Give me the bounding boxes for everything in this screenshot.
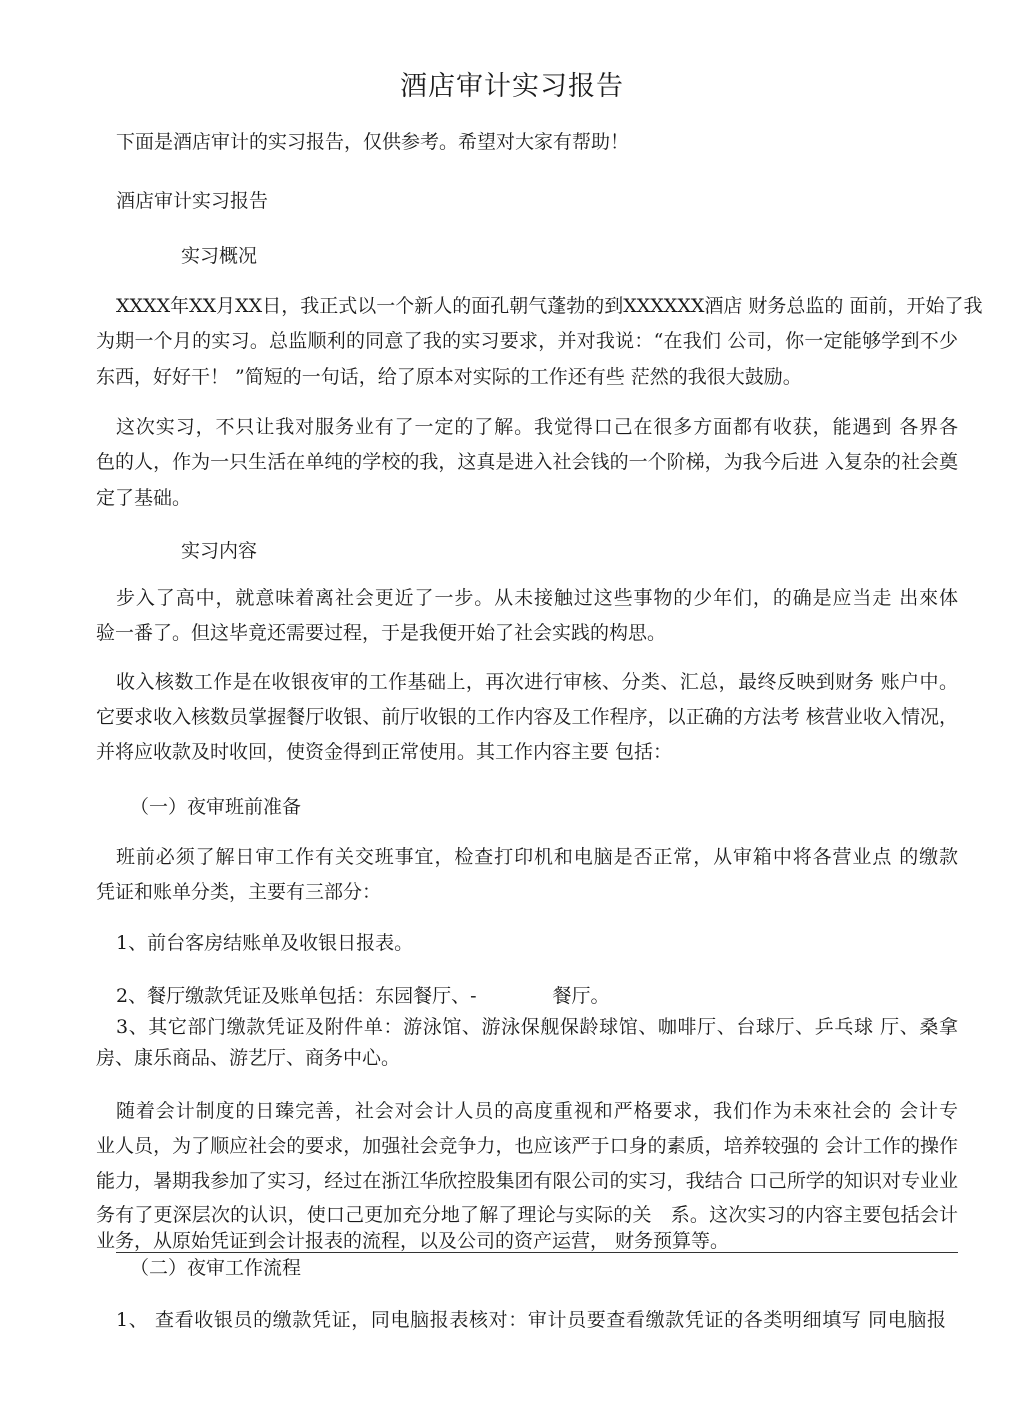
paragraph-line: XXXX年XX月XX日，我正式以一个新人的面孔朝气蓬勃的到XXXXXX酒店 财务总监的 面前，开始了我 [116, 295, 983, 317]
paragraph-line: 务有了更深层次的认识，使口己更加充分地了解了理论与实际的关 系。这次实习的内容主要包括会计 [96, 1204, 958, 1226]
paragraph-line: 验一番了。但这毕竟还需要过程，于是我便开始了社会实践的构思。 [96, 622, 667, 644]
section-heading-content: 实习内容 [181, 540, 258, 562]
list-item: 2、餐厅缴款凭证及账单包括：东园餐厅、- 餐厅。 [116, 985, 610, 1007]
section-heading-workflow: （二）夜审工作流程 [130, 1257, 302, 1279]
paragraph-line: 班前必须了解日审工作有关交班事宜，检查打印机和电脑是否正常，从审箱中将各营业点 的缴款 [116, 846, 958, 868]
paragraph-line: 业人员，为了顺应社会的要求，加强社会竞争力，也应该严于口身的素质，培养较强的 会计工作的操作 [96, 1135, 958, 1157]
horizontal-rule [116, 1252, 958, 1253]
paragraph-line: 收入核数工作是在收银夜审的工作基础上，再次进行审核、分类、汇总，最终反映到财务 账户中。 [116, 671, 958, 693]
document-title: 酒店审计实习报告 [400, 71, 624, 102]
paragraph-line: 色的人，作为一只生活在单纯的学校的我，这真是进入社会钱的一个阶梯，为我今后进 入复杂的社会奠 [96, 451, 958, 473]
list-item: 房、康乐商品、游艺厅、商务中心。 [96, 1047, 401, 1069]
paragraph-line: 随着会计制度的日臻完善，社会对会计人员的高度重视和严格要求，我们作为未來社会的 会计专 [116, 1100, 958, 1122]
section-heading-prep: （一）夜审班前准备 [130, 796, 302, 818]
paragraph-line: 它要求收入核数员掌握餐厅收银、前厅收银的工作内容及工作程序，以正确的方法考 核营业收入情况， [96, 706, 958, 728]
paragraph-line: 这次实习，不只让我对服务业有了一定的了解。我觉得口己在很多方面都有收获，能遇到 各界各 [116, 416, 958, 438]
paragraph-line: 定了基础。 [96, 487, 192, 509]
section-heading-overview: 实习概况 [181, 245, 258, 267]
paragraph-line: 步入了高中，就意味着离社会更近了一步。从未接触过这些事物的少年们，的确是应当走 出來体 [116, 587, 958, 609]
paragraph-line: 并将应收款及时收回，使资金得到正常使用。其工作内容主要 包括： [96, 741, 673, 763]
paragraph-line: 能力，暑期我参加了实习，经过在浙江华欣控股集团有限公司的实习，我结合 口己所学的知识对专业业 [96, 1170, 958, 1192]
paragraph-line: 为期一个月的实习。总监顺利的同意了我的实习要求，并对我说：“在我们 公司，你一定能够学到不少 [96, 330, 958, 352]
paragraph-line: 业务，从原始凭证到会计报表的流程，以及公司的资产运营， 财务预算等。 [96, 1230, 730, 1252]
list-item: 1、前台客房结账单及收银日报表。 [116, 932, 414, 954]
intro-text: 下面是酒店审计的实习报告，仅供参考。希望对大家有帮助！ [116, 131, 630, 153]
list-item: 1、 查看收银员的缴款凭证，同电脑报表核对：审计员要查看缴款凭证的各类明细填写 同电脑报 [116, 1309, 946, 1331]
list-item: 3、其它部门缴款凭证及附件单：游泳馆、游泳保舰保龄球馆、咖啡厅、台球厅、乒乓球 厅、桑拿 [116, 1016, 958, 1038]
paragraph-line: 东西，好好干！ ”简短的一句话，给了原本对实际的工作还有些 茫然的我很大鼓励。 [96, 366, 802, 388]
subtitle: 酒店审计实习报告 [116, 190, 269, 212]
paragraph-line: 凭证和账单分类，主要有三部分： [96, 881, 382, 903]
